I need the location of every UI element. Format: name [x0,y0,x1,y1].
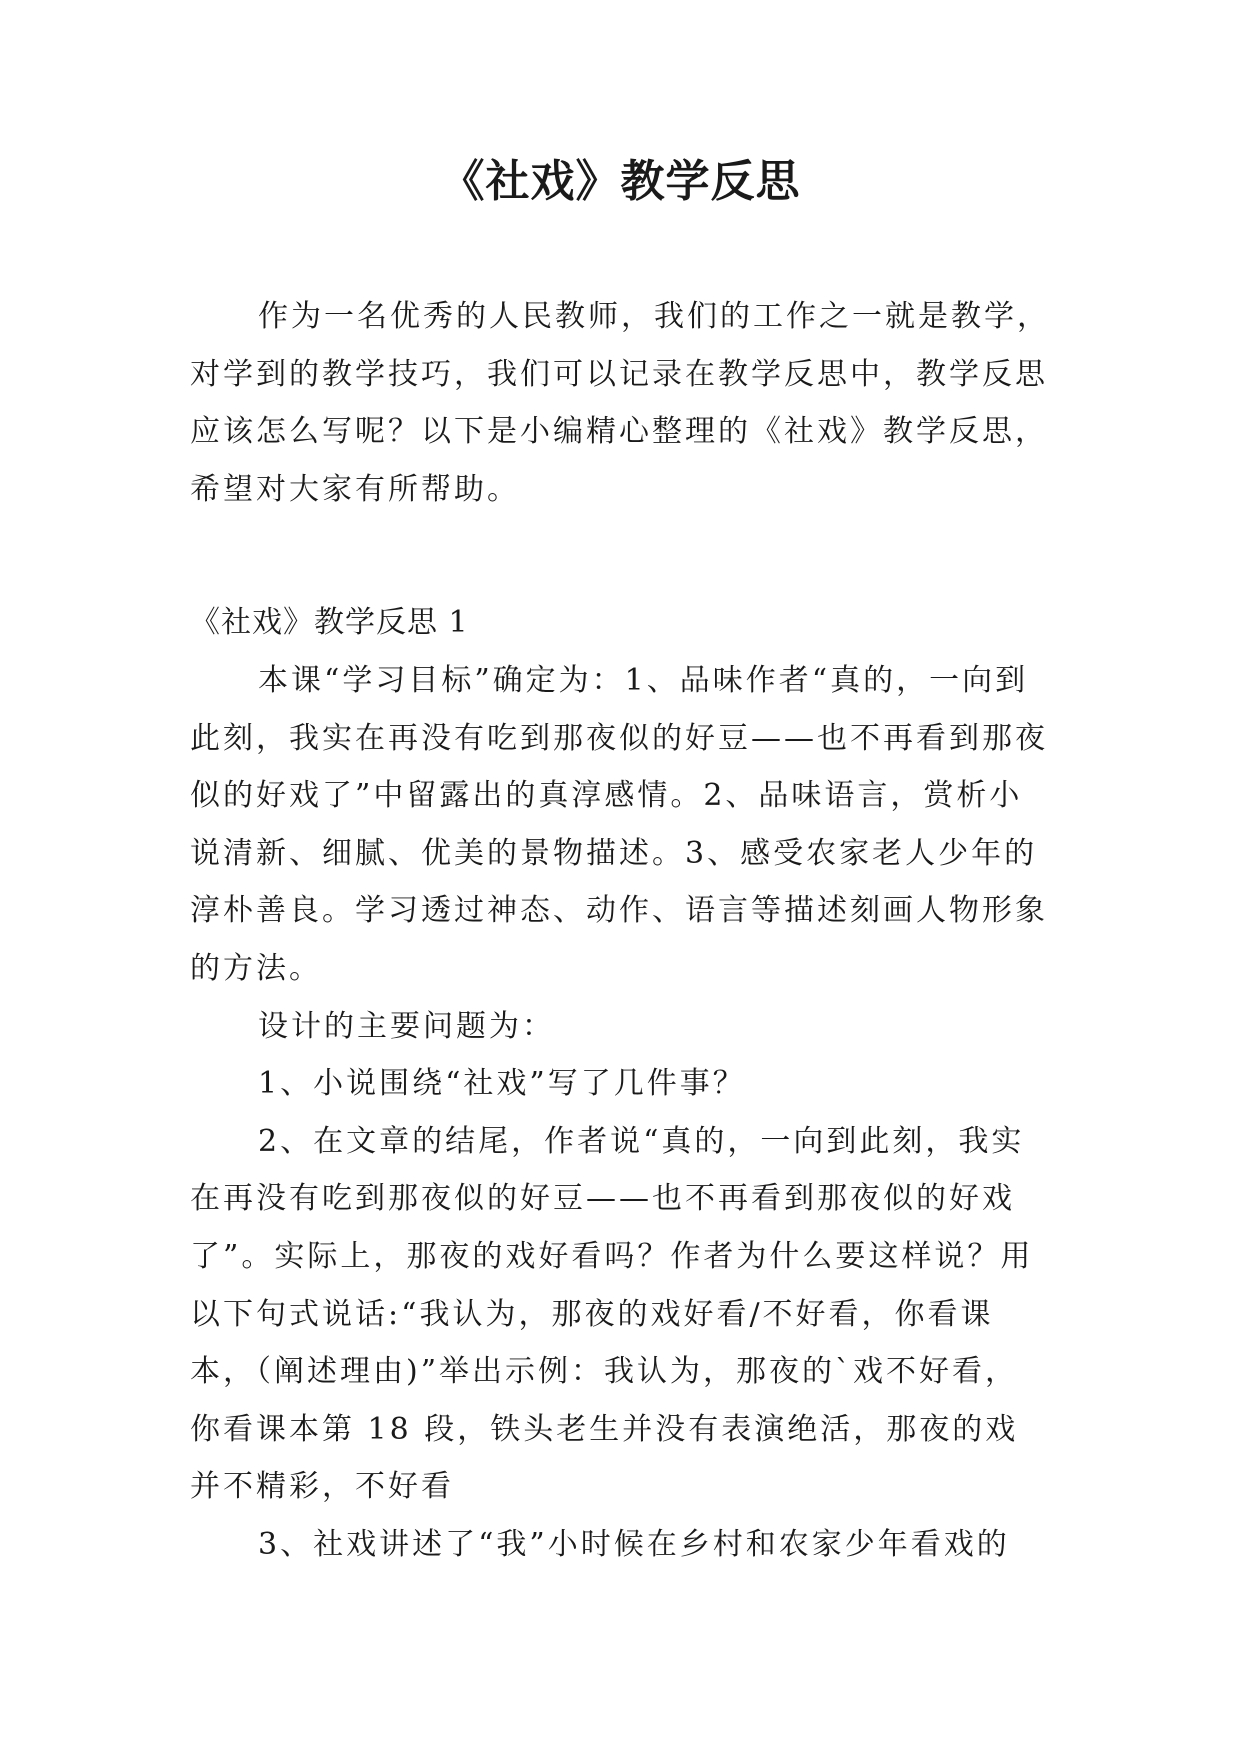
paragraph-spacer [190,518,1050,594]
body-paragraph: 3、社戏讲述了“我”小时候在乡村和农家少年看戏的 [258,1526,1010,1562]
body-paragraph: 1、小说围绕“社戏”写了几件事？ [258,1066,746,1102]
intro-paragraph: 作为一名优秀的人民教师，我们的工作之一就是教学，对学到的教学技巧，我们可以记录在教学反思中，教学反思应该怎么写呢？以下是小编精心整理的《社戏》教学反思，希望对大家有所帮助。 [190,299,1050,507]
document-title: 《社戏》教学反思 [440,156,801,207]
section-heading: 《社戏》教学反思 1 [190,605,469,641]
document-body [190,288,1050,1573]
body-paragraph: 设计的主要问题为： [258,1008,555,1044]
body-paragraph: 2、在文章的结尾，作者说“真的，一向到此刻，我实在再没有吃到那夜似的好豆——也不再看到那夜似的好戏了”。实际上，那夜的戏好看吗？作者为什么要这样说？用以下句式说话:“我认为，那夜的戏好看/不好看，你看课本，（阐述理由)”举出示例：我认为，那夜的`戏不好看，你看课本第 18 段，铁头老生并没有表演绝活，那夜的戏并不精彩，不好看 [190,1123,1034,1505]
body-paragraph: 本课“学习目标”确定为：1、品味作者“真的，一向到此刻，我实在再没有吃到那夜似的好豆——也不再看到那夜似的好戏了”中留露出的真淳感情。2、品味语言，赏析小说清新、细腻、优美的景物描述。3、感受农家老人少年的淳朴善良。学习透过神态、动作、语言等描述刻画人物形象的方法。 [190,662,1048,986]
